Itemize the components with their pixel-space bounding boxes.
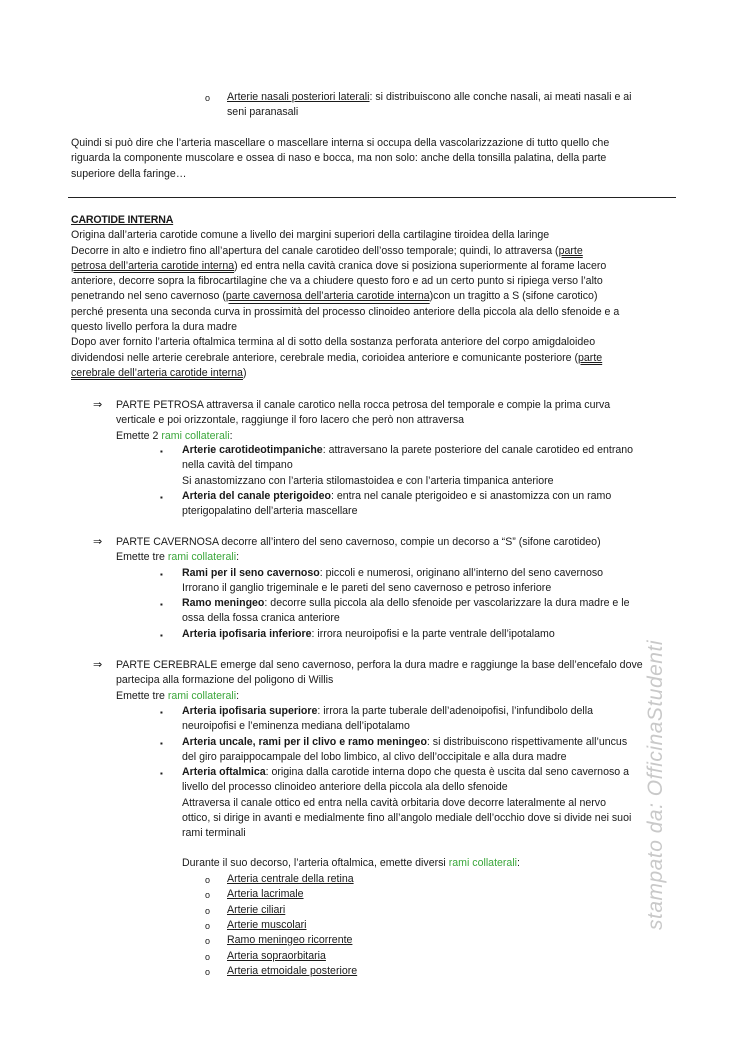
- list-bullet-circle: o: [205, 952, 211, 962]
- cerebrale-line: partecipa alla formazione del poligono di Willis: [116, 674, 334, 687]
- arterie-nasali-link: Arterie nasali posteriori laterali: [227, 91, 370, 103]
- ramo-item: Arteria centrale della retina: [227, 873, 354, 885]
- section-line: Dopo aver fornito l’arteria oftalmica termina al di sotto della sostanza perforata anteriore del corpo amigdaloideo: [71, 336, 596, 349]
- summary-line: Quindi si può dire che l’arteria mascellare o mascellare interna si occupa della vascolarizzazione di tutto quello che: [71, 137, 610, 149]
- list-bullet-circle: o: [205, 875, 211, 885]
- cerebrale-item-3: Arteria oftalmica: origina dalla carotide interna dopo che questa è uscita dal seno cavernoso a livello del processo clinoideo anteriore della piccola ala dello sfenoide Attraversa il canale ottico ed entra nella cavità orbitaria dove decorre lateralmente al nervo ottico, si dirige in avanti e medialmente fino all’angolo mediale dell’occhio dove si divide nei suoi rami terminali: [182, 766, 632, 840]
- section-line: dividendosi nelle arterie cerebrale anteriore, cerebrale media, corioidea anteriore e comunicante posteriore (parte: [71, 351, 603, 364]
- list-bullet-circle: o: [205, 890, 211, 900]
- section-line: perché presenta una seconda curva in prossimità del processo clinoideo anteriore della piccola ala dello sfenoide e a: [71, 305, 620, 318]
- section-line: questo livello perfora la dura madre: [71, 321, 238, 334]
- square-bullet-icon: ▪: [160, 600, 163, 609]
- section-heading: CAROTIDE INTERNA: [71, 214, 174, 226]
- petrosa-line: verticale e poi orizzontale, raggiunge il foro lacero che però non attraversa: [116, 414, 465, 427]
- cerebrale-emette: Emette tre rami collaterali:: [116, 689, 240, 702]
- arrow-icon: ⇒: [93, 399, 103, 411]
- section-divider: [68, 197, 676, 198]
- square-bullet-icon: ▪: [160, 570, 163, 579]
- square-bullet-icon: ▪: [160, 739, 163, 748]
- parte-cavernosa: [116, 535, 676, 566]
- ramo-item: Arteria etmoidale posteriore: [227, 965, 358, 977]
- square-bullet-icon: ▪: [160, 447, 163, 456]
- summary-line: superiore della faringe…: [71, 167, 187, 180]
- list-bullet-circle: o: [205, 967, 211, 977]
- square-bullet-icon: ▪: [160, 631, 163, 640]
- petrosa-emette: Emette 2 rami collaterali:: [116, 429, 233, 442]
- ramo-item: Arterie muscolari: [227, 919, 307, 931]
- petrosa-item-1: Arterie carotideotimpaniche: attraversano la parete posteriore del canale carotideo ed entrano nella cavità del timpano Si anastomizzano con l’arteria stilomastoidea e con l’arteria timpanica anteriore: [182, 444, 634, 487]
- section-line: Decorre in alto e indietro fino all’apertura del canale carotideo dell’osso temporale; quindi, lo attraversa (parte: [71, 244, 583, 257]
- ramo-item: Ramo meningeo ricorrente: [227, 934, 353, 946]
- parte-cerebrale: [116, 658, 681, 704]
- list-bullet-circle: o: [205, 93, 211, 103]
- cerebrale-line: PARTE CEREBRALE emerge dal seno cavernoso, perfora la dura madre e raggiunge la base dell’encefalo dove: [116, 659, 643, 671]
- list-bullet-circle: o: [205, 936, 211, 946]
- cavernosa-line: PARTE CAVERNOSA decorre all’intero del seno cavernoso, compie un decorso a “S” (sifone carotideo): [116, 536, 601, 548]
- section-line: anteriore, decorre sopra la fibrocartilagine che va a chiudere questo foro e ad un certo punto si ripiega verso l’alto: [71, 275, 603, 288]
- petrosa-item-2: Arteria del canale pterigoideo: entra nel canale pterigoideo e si anastomizza con un ramo pterigopalatino dell’arteria mascellare: [182, 490, 612, 518]
- cavernosa-item-3: Arteria ipofisaria inferiore: irrora neuroipofisi e la parte ventrale dell’ipotalamo: [182, 628, 555, 640]
- square-bullet-icon: ▪: [160, 493, 163, 502]
- durante-line: Durante il suo decorso, l’arteria oftalmica, emette diversi rami collaterali:: [182, 857, 520, 869]
- petrosa-line: PARTE PETROSA attraversa il canale carotico nella rocca petrosa del temporale e compie la prima curva: [116, 399, 611, 411]
- square-bullet-icon: ▪: [160, 769, 163, 778]
- top-item-text-2: seni paranasali: [227, 106, 299, 119]
- list-bullet-circle: o: [205, 921, 211, 931]
- square-bullet-icon: ▪: [160, 708, 163, 717]
- top-list-item: [227, 90, 677, 121]
- cavernosa-item-1: Rami per il seno cavernoso: piccoli e numerosi, originano all’interno del seno cavernoso Irrorano il ganglio trigeminale e le pareti del seno cavernoso e petroso inferiore: [182, 567, 604, 595]
- ramo-item: Arteria sopraorbitaria: [227, 950, 326, 962]
- cavernosa-item-2: Ramo meningeo: decorre sulla piccola ala dello sfenoide per vascolarizzare la dura madre e le ossa della fossa cranica anteriore: [182, 597, 630, 625]
- parte-petrosa: [116, 398, 676, 444]
- carotide-section: [71, 213, 686, 381]
- section-line: penetrando nel seno cavernoso (parte cavernosa dell’arteria carotide interna)con un tragitto a S (sifone carotico): [71, 290, 598, 303]
- cavernosa-emette: Emette tre rami collaterali:: [116, 551, 240, 564]
- list-bullet-circle: o: [205, 906, 211, 916]
- top-item-text: : si distribuiscono alle conche nasali, ai meati nasali e ai: [369, 91, 632, 103]
- section-line: Origina dall’arteria carotide comune a livello dei margini superiori della cartilagine tiroidea della laringe: [71, 229, 550, 242]
- section-line: petrosa dell’arteria carotide interna) ed entra nella cavità cranica dove si posiziona superiormente al forame lacero: [71, 259, 607, 272]
- summary-paragraph: [71, 136, 681, 182]
- ramo-item: Arteria lacrimale: [227, 888, 304, 900]
- summary-line: riguarda la componente muscolare e ossea di naso e bocca, ma non solo: anche della tonsilla palatina, della parte: [71, 152, 607, 165]
- ramo-item: Arterie ciliari: [227, 904, 286, 916]
- cerebrale-item-2: Arteria uncale, rami per il clivo e ramo meningeo: si distribuiscono rispettivamente all’uncus del giro paraippocampale del lobo limbico, al clivo dell’occipitale e alla dura madre: [182, 736, 628, 764]
- section-line: cerebrale dell’arteria carotide interna): [71, 366, 247, 379]
- watermark: stampato da: OfficinaStudenti: [644, 640, 667, 930]
- arrow-icon: ⇒: [93, 536, 103, 548]
- arrow-icon: ⇒: [93, 659, 103, 671]
- cerebrale-item-1: Arteria ipofisaria superiore: irrora la parte tuberale dell’adenoipofisi, l’infundibolo della neuroipofisi e l’eminenza mediana dell’ipotalamo: [182, 705, 594, 733]
